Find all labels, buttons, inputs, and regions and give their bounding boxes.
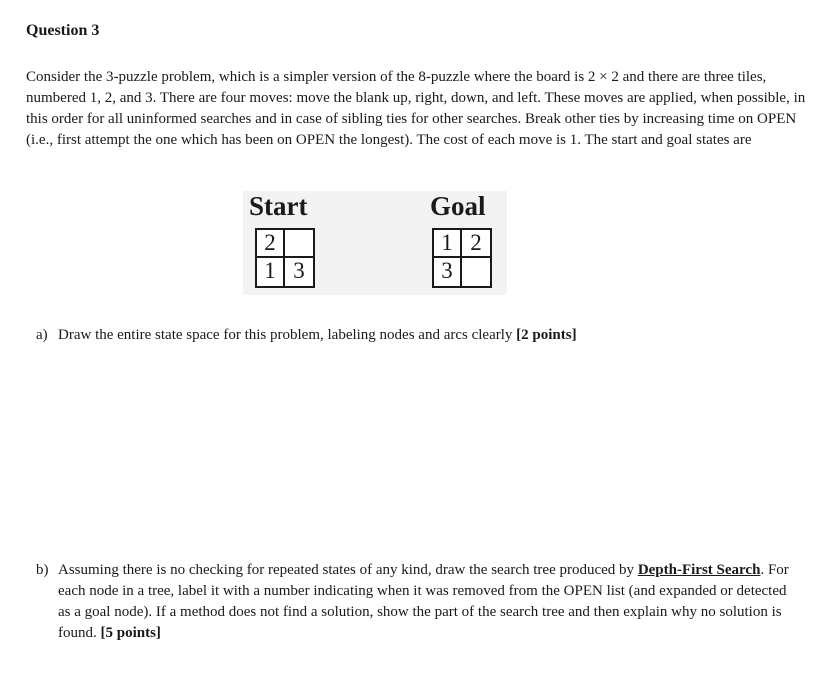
- start-grid: [255, 228, 315, 288]
- part-a-text: Draw the entire state space for this problem, labeling nodes and arcs clearly: [58, 327, 513, 343]
- goal-title: Goal: [430, 191, 486, 221]
- part-b-points: [5 points]: [100, 625, 161, 641]
- start-state: [249, 191, 308, 283]
- goal-cell: [462, 258, 490, 286]
- part-b-label: b): [36, 562, 49, 578]
- start-cell: 2: [257, 230, 285, 258]
- goal-state: [430, 191, 486, 283]
- part-a: [36, 325, 796, 346]
- goal-cell: 2: [462, 230, 490, 258]
- start-cell: 1: [257, 258, 285, 286]
- start-cell: [285, 230, 313, 258]
- part-a-label: a): [36, 327, 48, 343]
- part-b: [36, 560, 796, 644]
- part-b-emphasis: Depth-First Search: [637, 562, 761, 578]
- start-title: Start: [249, 191, 308, 221]
- intro-paragraph: Consider the 3-puzzle problem, which is a simpler version of the 8-puzzle where the board is 2 × 2 and there are three tiles, numbered 1, 2, and 3. There are four moves: move the blank up, right, down, and left. These moves are applied, when possible, in this order for all uninformed searches and in case of sibling ties for other searches. Break other ties by increasing time on OPEN (i.e., first attempt the one which has been on OPEN the longest). The cost of each move is 1. The start and goal states are: [26, 69, 806, 148]
- question-heading: Question 3: [26, 22, 100, 39]
- goal-grid: [432, 228, 492, 288]
- goal-cell: 3: [434, 258, 462, 286]
- part-b-text-before: Assuming there is no checking for repeated states of any kind, draw the search tree produced by: [58, 562, 635, 578]
- part-b-text-after: . For each node in a tree, label it with a number indicating when it was removed from the OPEN list (and expanded or detected as a goal node). If a method does not find a solution, show the part of the search tree and then explain why no solution is found.: [58, 562, 789, 641]
- puzzle-figure: [243, 191, 507, 295]
- part-a-points: [2 points]: [516, 327, 577, 343]
- goal-cell: 1: [434, 230, 462, 258]
- start-cell: 3: [293, 258, 305, 283]
